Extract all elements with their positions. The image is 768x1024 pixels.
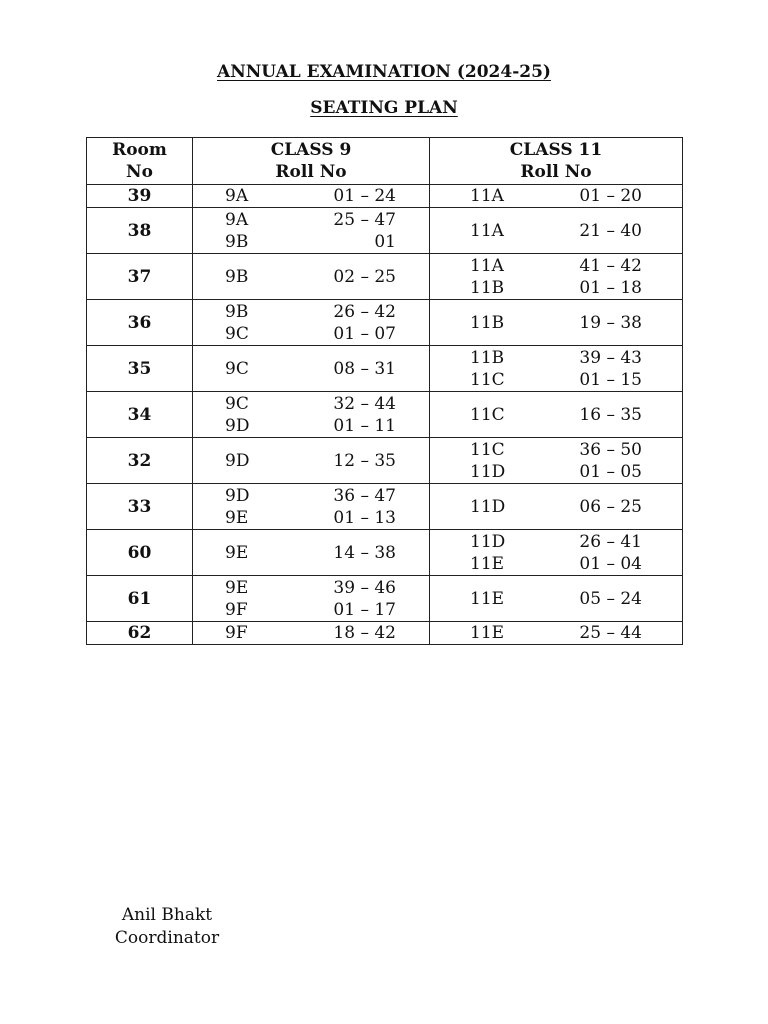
room-number: 32 — [87, 438, 193, 484]
section-range — [470, 622, 642, 644]
seating-plan-table — [86, 137, 683, 645]
header-class11 — [430, 138, 683, 185]
room-number: 39 — [87, 185, 193, 208]
table-row — [87, 392, 683, 438]
section-label: 11C — [470, 404, 505, 425]
roll-range: 32 – 44 — [333, 393, 396, 414]
section-range — [225, 209, 396, 231]
roll-range: 25 – 47 — [333, 209, 396, 230]
room-number: 36 — [87, 300, 193, 346]
section-range — [470, 588, 642, 610]
section-range — [470, 312, 642, 334]
section-range — [225, 301, 396, 323]
section-range — [470, 347, 642, 369]
roll-range: 19 – 38 — [579, 312, 642, 333]
roll-range: 01 – 17 — [333, 599, 396, 620]
roll-range: 26 – 42 — [333, 301, 396, 322]
room-number: 33 — [87, 484, 193, 530]
section-range — [225, 415, 396, 437]
class11-cell — [430, 622, 683, 645]
section-label: 11A — [470, 255, 504, 276]
roll-range: 14 – 38 — [333, 542, 396, 563]
section-range — [225, 358, 396, 380]
class9-cell — [193, 208, 430, 254]
section-range — [225, 231, 396, 253]
section-label: 11B — [470, 347, 505, 368]
class9-cell — [193, 254, 430, 300]
section-label: 11B — [470, 277, 505, 298]
section-label: 9B — [225, 301, 249, 322]
header-class9-line1: CLASS 9 — [270, 140, 352, 160]
class11-cell — [430, 392, 683, 438]
section-label: 11E — [470, 623, 505, 643]
section-label: 9C — [225, 358, 249, 379]
roll-range: 18 – 42 — [333, 623, 396, 643]
section-range — [225, 450, 396, 472]
class11-cell — [430, 185, 683, 208]
section-range — [225, 185, 396, 207]
header-room — [87, 138, 193, 185]
table-row — [87, 484, 683, 530]
section-range — [225, 577, 396, 599]
roll-range: 01 – 11 — [333, 415, 396, 436]
table-row — [87, 346, 683, 392]
room-number: 62 — [87, 622, 193, 645]
section-label: 11E — [470, 588, 505, 609]
header-row — [87, 138, 683, 185]
section-range — [225, 485, 396, 507]
section-range — [470, 404, 642, 426]
roll-range: 39 – 46 — [333, 577, 396, 598]
header-class9 — [193, 138, 430, 185]
roll-range: 26 – 41 — [579, 531, 642, 552]
roll-range: 25 – 44 — [579, 623, 642, 643]
roll-range: 01 – 24 — [333, 186, 396, 206]
class11-cell — [430, 208, 683, 254]
section-label: 9B — [225, 266, 249, 287]
section-range — [470, 369, 642, 391]
table-row — [87, 300, 683, 346]
table-row — [87, 622, 683, 645]
class9-cell — [193, 530, 430, 576]
table-row — [87, 254, 683, 300]
section-label: 11A — [470, 186, 504, 206]
section-range — [225, 266, 396, 288]
class11-cell — [430, 300, 683, 346]
table-row — [87, 530, 683, 576]
roll-range: 41 – 42 — [579, 255, 642, 276]
table-row — [87, 208, 683, 254]
section-label: 9E — [225, 542, 249, 563]
document-title: ANNUAL EXAMINATION (2024-25) — [217, 62, 551, 82]
section-range — [470, 277, 642, 299]
room-number: 34 — [87, 392, 193, 438]
roll-range: 01 — [374, 231, 396, 252]
class9-cell — [193, 438, 430, 484]
section-label: 9A — [225, 186, 249, 206]
class11-cell — [430, 438, 683, 484]
class11-cell — [430, 254, 683, 300]
roll-range: 12 – 35 — [333, 450, 396, 471]
roll-range: 36 – 47 — [333, 485, 396, 506]
section-label: 9A — [225, 209, 249, 230]
roll-range: 01 – 05 — [579, 461, 642, 482]
roll-range: 02 – 25 — [333, 266, 396, 287]
table-row — [87, 576, 683, 622]
roll-range: 01 – 15 — [579, 369, 642, 390]
section-range — [470, 531, 642, 553]
table-row — [87, 185, 683, 208]
section-label: 9E — [225, 577, 249, 598]
roll-range: 01 – 20 — [579, 186, 642, 206]
section-label: 9F — [225, 623, 248, 643]
class11-cell — [430, 530, 683, 576]
roll-range: 05 – 24 — [579, 588, 642, 609]
section-label: 11A — [470, 220, 504, 241]
section-range — [225, 542, 396, 564]
roll-range: 08 – 31 — [333, 358, 396, 379]
table-body — [87, 185, 683, 645]
section-range — [225, 393, 396, 415]
section-range — [225, 323, 396, 345]
signature-role: Coordinator — [114, 928, 220, 948]
header-class9-line2: Roll No — [275, 162, 347, 182]
section-label: 11D — [470, 496, 506, 517]
section-range — [225, 507, 396, 529]
roll-range: 06 – 25 — [579, 496, 642, 517]
roll-range: 01 – 18 — [579, 277, 642, 298]
roll-range: 39 – 43 — [579, 347, 642, 368]
section-label: 9E — [225, 507, 249, 528]
section-label: 9D — [225, 485, 250, 506]
room-number: 35 — [87, 346, 193, 392]
class9-cell — [193, 300, 430, 346]
header-room-line1: Room — [112, 140, 167, 160]
class11-cell — [430, 576, 683, 622]
class9-cell — [193, 576, 430, 622]
section-label: 11D — [470, 461, 506, 482]
class9-cell — [193, 622, 430, 645]
section-label: 9B — [225, 231, 249, 252]
roll-range: 36 – 50 — [579, 439, 642, 460]
section-label: 9D — [225, 450, 250, 471]
room-number: 61 — [87, 576, 193, 622]
room-number: 37 — [87, 254, 193, 300]
section-label: 9D — [225, 415, 250, 436]
signature-block — [84, 904, 250, 950]
table-row — [87, 438, 683, 484]
header-class11-line1: CLASS 11 — [509, 140, 603, 160]
class9-cell — [193, 484, 430, 530]
roll-range: 16 – 35 — [579, 404, 642, 425]
room-number: 60 — [87, 530, 193, 576]
class9-cell — [193, 346, 430, 392]
section-label: 11E — [470, 553, 505, 574]
section-range — [225, 599, 396, 621]
section-range — [470, 439, 642, 461]
room-number: 38 — [87, 208, 193, 254]
roll-range: 21 – 40 — [579, 220, 642, 241]
section-label: 11D — [470, 531, 506, 552]
section-label: 9C — [225, 323, 249, 344]
section-range — [470, 461, 642, 483]
header-room-line2: No — [126, 162, 153, 182]
class11-cell — [430, 484, 683, 530]
section-label: 11C — [470, 439, 505, 460]
section-range — [470, 553, 642, 575]
roll-range: 01 – 04 — [579, 553, 642, 574]
signature-name: Anil Bhakt — [121, 905, 213, 925]
section-range — [470, 496, 642, 518]
class9-cell — [193, 392, 430, 438]
class11-cell — [430, 346, 683, 392]
section-label: 9F — [225, 599, 248, 620]
section-label: 11C — [470, 369, 505, 390]
class9-cell — [193, 185, 430, 208]
roll-range: 01 – 07 — [333, 323, 396, 344]
header-class11-line2: Roll No — [520, 162, 592, 182]
roll-range: 01 – 13 — [333, 507, 396, 528]
section-label: 9C — [225, 393, 249, 414]
section-range — [470, 185, 642, 207]
section-range — [225, 622, 396, 644]
section-range — [470, 255, 642, 277]
document-subtitle: SEATING PLAN — [310, 98, 458, 118]
section-range — [470, 220, 642, 242]
section-label: 11B — [470, 312, 505, 333]
